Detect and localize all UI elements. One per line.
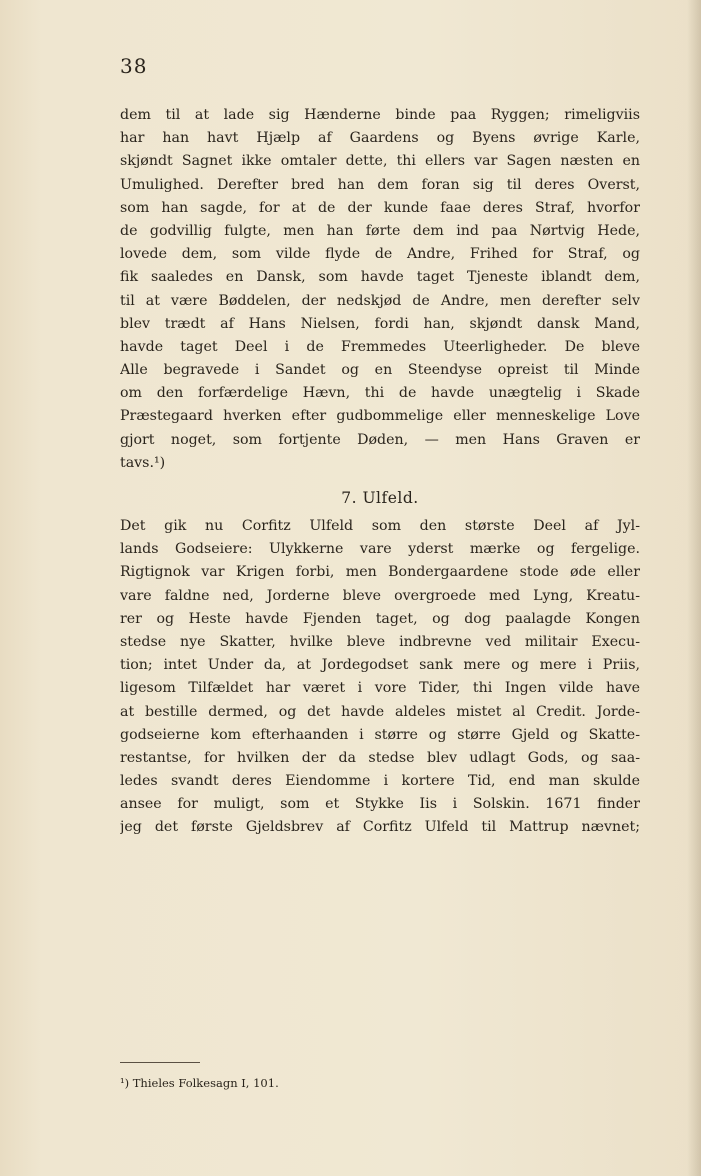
text-line: restantse, for hvilken der da stedse blev udlagt Gods, og saa- [120,749,640,766]
text-line: ansee for muligt, som et Stykke Iis i Solskin. 1671 finder [120,796,640,813]
footnote-divider [120,1062,200,1063]
text-line: godseierne kom efterhaanden i større og større Gjeld og Skatte- [120,726,640,743]
text-line: til at være Bøddelen, der nedskjød de Andre, men derefter selv [120,292,640,309]
text-line: tavs.¹) [120,454,166,471]
text-line: gjort noget, som fortjente Døden, — men Hans Graven er [120,431,640,448]
text-line: de godvillig fulgte, men han førte dem ind paa Nørtvig Hede, [120,222,640,239]
text-line: som han sagde, for at de der kunde faae deres Straf, hvorfor [120,199,640,216]
paragraph-1 [120,104,640,475]
text-line: lovede dem, som vilde flyde de Andre, Frihed for Straf, og [120,246,640,263]
body-text [120,104,640,840]
text-line: skjøndt Sagnet ikke omtaler dette, thi ellers var Sagen næsten en [120,153,640,170]
text-line: blev trædt af Hans Nielsen, fordi han, skjøndt dansk Mand, [120,315,640,332]
text-line: ligesom Tilfældet har været i vore Tider, thi Ingen vilde have [120,680,640,697]
text-line: jeg det første Gjeldsbrev af Corfitz Ulfeld til Mattrup nævnet; [120,819,640,836]
text-line: Alle begravede i Sandet og en Steendyse opreist til Minde [120,362,640,379]
page-edge-shadow [687,0,701,1176]
text-line: rer og Heste havde Fjenden taget, og dog paalagde Kongen [120,610,640,627]
text-line: Rigtignok var Krigen forbi, men Bondergaardene stode øde eller [120,564,640,581]
text-line: Præstegaard hverken efter gudbommelige eller menneskelige Love [120,408,640,425]
section-heading: 7. Ulfeld. [341,489,419,507]
page-number: 38 [120,54,148,78]
text-line: Det gik nu Corfitz Ulfeld som den største Deel af Jyl- [120,518,640,534]
text-line: om den forfærdelige Hævn, thi de havde unægtelig i Skade [120,385,640,402]
text-line: vare faldne ned, Jorderne bleve overgroede med Lyng, Kreatu- [120,587,640,604]
text-line: lands Godseiere: Ulykkerne vare yderst mærke og fergelige. [120,541,640,558]
text-line: havde taget Deel i de Fremmedes Uteerligheder. De bleve [120,338,640,355]
text-line: Umulighed. Derefter bred han dem foran sig til deres Overst, [120,176,640,193]
text-line: har han havt Hjælp af Gaardens og Byens øvrige Karle, [120,130,640,147]
text-line: at bestille dermed, og det havde aldeles mistet al Credit. Jorde- [120,703,640,720]
text-line: tion; intet Under da, at Jordegodset sank mere og mere i Priis, [120,657,640,674]
text-line: ledes svandt deres Eiendomme i kortere Tid, end man skulde [120,773,640,790]
text-line: fik saaledes en Dansk, som havde taget Tjeneste iblandt dem, [120,269,640,286]
text-line: stedse nye Skatter, hvilke bleve indbrevne ved militair Execu- [120,633,640,650]
footnote: ¹) Thieles Folkesagn I, 101. [120,1076,279,1090]
paragraph-2 [120,515,640,840]
text-line: dem til at lade sig Hænderne binde paa Ryggen; rimeligviis [120,107,640,123]
